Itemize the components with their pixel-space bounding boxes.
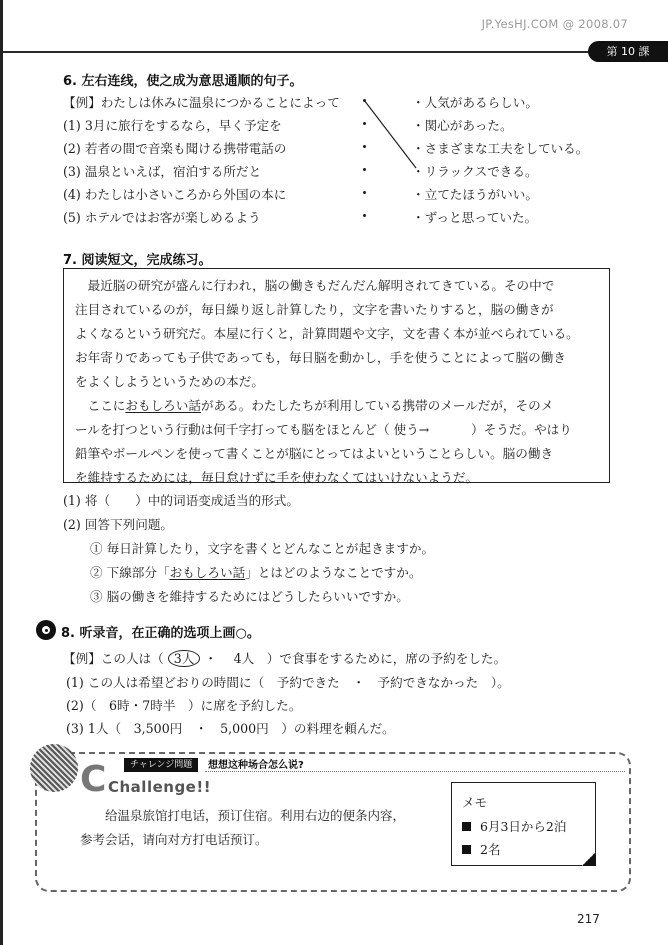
q6-right-item[interactable]: ・ずっと思っていた。 [412, 210, 538, 225]
connect-point-left[interactable] [363, 191, 366, 194]
passage-line: 注目されているのが，毎日繰り返し計算したり，文字を書いたりすると，脳の働きが [75, 302, 554, 317]
passage-line: を維持するためには，毎日怠けずに手を使わなくてはいけないようだ。 [75, 470, 478, 485]
challenge-heading: Challenge!! [108, 778, 212, 796]
challenge-divider [205, 771, 625, 772]
memo-title: メモ [462, 795, 488, 810]
underlined-phrase: おもしろい話 [169, 565, 246, 580]
item-text[interactable]: この人は希望どおりの時間に（ 予約できた ・ 予約できなかった ）。 [87, 675, 510, 690]
item-text: 3月に旅行をするなら，早く予定を [84, 118, 282, 133]
challenge-logo-c: C [80, 759, 107, 800]
item-text: わたしは休みに温泉につかることによって [100, 95, 340, 110]
audio-cd-icon[interactable] [36, 620, 56, 640]
example-connection-line [360, 95, 420, 175]
challenge-body-line: 参考会话，请向对方打电话预订。 [80, 832, 268, 847]
q6-right-item[interactable]: ・さまざまな工夫をしている。 [412, 141, 589, 156]
item-label: (2) [63, 141, 81, 156]
example-text: ・ 4人 ）で食事をするために，席の予約をした。 [204, 651, 507, 666]
question-label: ① [90, 541, 103, 556]
q6-left-item [63, 161, 261, 180]
q6-right-item[interactable]: ・人気があるらしい。 [412, 95, 538, 110]
q6-left-item [63, 92, 340, 111]
challenge-badge-icon [30, 744, 78, 792]
challenge-body-line: 给温泉旅馆打电话，预订住宿。利用右边的便条内容， [80, 808, 406, 823]
example-label: 【例】 [63, 651, 101, 666]
q7-question [90, 562, 421, 581]
square-bullet-icon [462, 822, 471, 831]
item-label: (3) [66, 721, 84, 736]
item-label: (1) [66, 675, 84, 690]
watermark: JP.YesHJ.COM @ 2008.07 [481, 17, 628, 31]
passage-line: 鉛筆やボールペンを使って書くことが脳にとってはよいということらしい。脳の働き [75, 446, 554, 461]
memo-item [462, 817, 566, 835]
item-text: 温泉といえば，宿泊する所だと [84, 164, 262, 179]
task-text: 将（ ）中的词语变成适当的形式。 [84, 493, 299, 508]
item-text: わたしは小さいころから外国の本に [84, 187, 287, 202]
passage-line: 最近脳の研究が盛んに行われ，脳の働きもだんだん解明されてきている。その中で [75, 278, 555, 293]
q8-item [66, 695, 301, 714]
item-text: 若者の間で音楽も聞ける携帯電話の [84, 141, 287, 156]
task-label: (1) [63, 493, 81, 508]
q6-left-item [63, 184, 286, 203]
q6-title: 6. 左右连线，使之成为意思通顺的句子。 [63, 74, 303, 89]
q8-item [66, 672, 510, 691]
connect-point-left[interactable] [363, 214, 366, 217]
passage-line: お年寄りであっても子供であっても，毎日脳を動かし，手を使うことによって脳の働き [75, 350, 566, 365]
item-label: (4) [63, 187, 81, 202]
q7-title: 7. 阅读短文，完成练习。 [63, 253, 212, 268]
q8-title: 8. 听录音，在正确的选项上画○。 [61, 626, 260, 641]
passage-line: ールを打つという行動は何千字打っても脳をほとんど（ 使う→ ）そうだ。やはり [75, 422, 572, 437]
lesson-tab: 第 10 課 [588, 41, 668, 62]
item-text: ホテルではお客が楽しめるよう [84, 210, 261, 225]
challenge-subtitle: 想想这种场合怎么说? [208, 760, 304, 771]
q6-right-item[interactable]: ・リラックスできる。 [412, 164, 538, 179]
memo-item-text: 6月3日から2泊 [480, 819, 567, 834]
q6-right-item[interactable]: ・関心があった。 [412, 118, 513, 133]
circled-answer: 3人 [168, 650, 201, 667]
question-text: 」とはどのようなことですか。 [245, 565, 422, 580]
square-bullet-icon [462, 845, 471, 854]
page-edge [0, 0, 3, 945]
item-label: (1) [63, 118, 81, 133]
question-label: ③ [90, 589, 103, 604]
q8-example [63, 648, 506, 667]
memo-note [451, 782, 596, 866]
item-label: 【例】 [63, 95, 101, 110]
q6-left-item [63, 115, 282, 134]
item-label: (3) [63, 164, 81, 179]
q6-left-item [63, 207, 261, 226]
q8-item [66, 718, 395, 737]
challenge-label: チャレンジ問題 [124, 758, 198, 772]
passage-text: ここに [75, 398, 126, 413]
q7-task [63, 514, 173, 533]
item-text[interactable]: （ 6時・7時半 ）に席を予約した。 [83, 698, 302, 713]
q7-task [63, 490, 299, 509]
underlined-phrase: おもしろい話 [125, 398, 201, 413]
passage-text: がある。わたしたちが利用している携帯のメールだが，そのメ [200, 398, 554, 413]
task-label: (2) [63, 517, 81, 532]
item-label: (2) [66, 698, 84, 713]
q6-right-item[interactable]: ・立てたほうがいい。 [412, 187, 538, 202]
question-text: 毎日計算したり，文字を書くとどんなことが起きますか。 [106, 541, 435, 556]
passage-line [75, 395, 553, 414]
memo-item [462, 840, 500, 858]
q7-question [90, 538, 434, 557]
item-label: (5) [63, 210, 81, 225]
page-fold-icon [582, 852, 596, 866]
question-text: 脳の働きを維持するためにはどうしたらいいですか。 [106, 589, 409, 604]
q6-left-item [63, 138, 286, 157]
header-rule [3, 51, 593, 53]
q7-question [90, 586, 409, 605]
page-number: 217 [577, 912, 600, 926]
task-text: 回答下列问题。 [84, 517, 174, 532]
question-text: 下線部分「 [106, 565, 170, 580]
item-text[interactable]: 1人（ 3,500円 ・ 5,000円 ）の料理を頼んだ。 [87, 721, 395, 736]
question-label: ② [90, 565, 103, 580]
memo-item-text: 2名 [480, 842, 501, 857]
example-text: この人は（ [100, 651, 164, 666]
passage-line: よくなるという研究だ。本屋に行くと，計算問題や文字，文を書く本が並べられている。 [75, 326, 579, 341]
passage-line: をよくしようというための本だ。 [75, 374, 264, 389]
